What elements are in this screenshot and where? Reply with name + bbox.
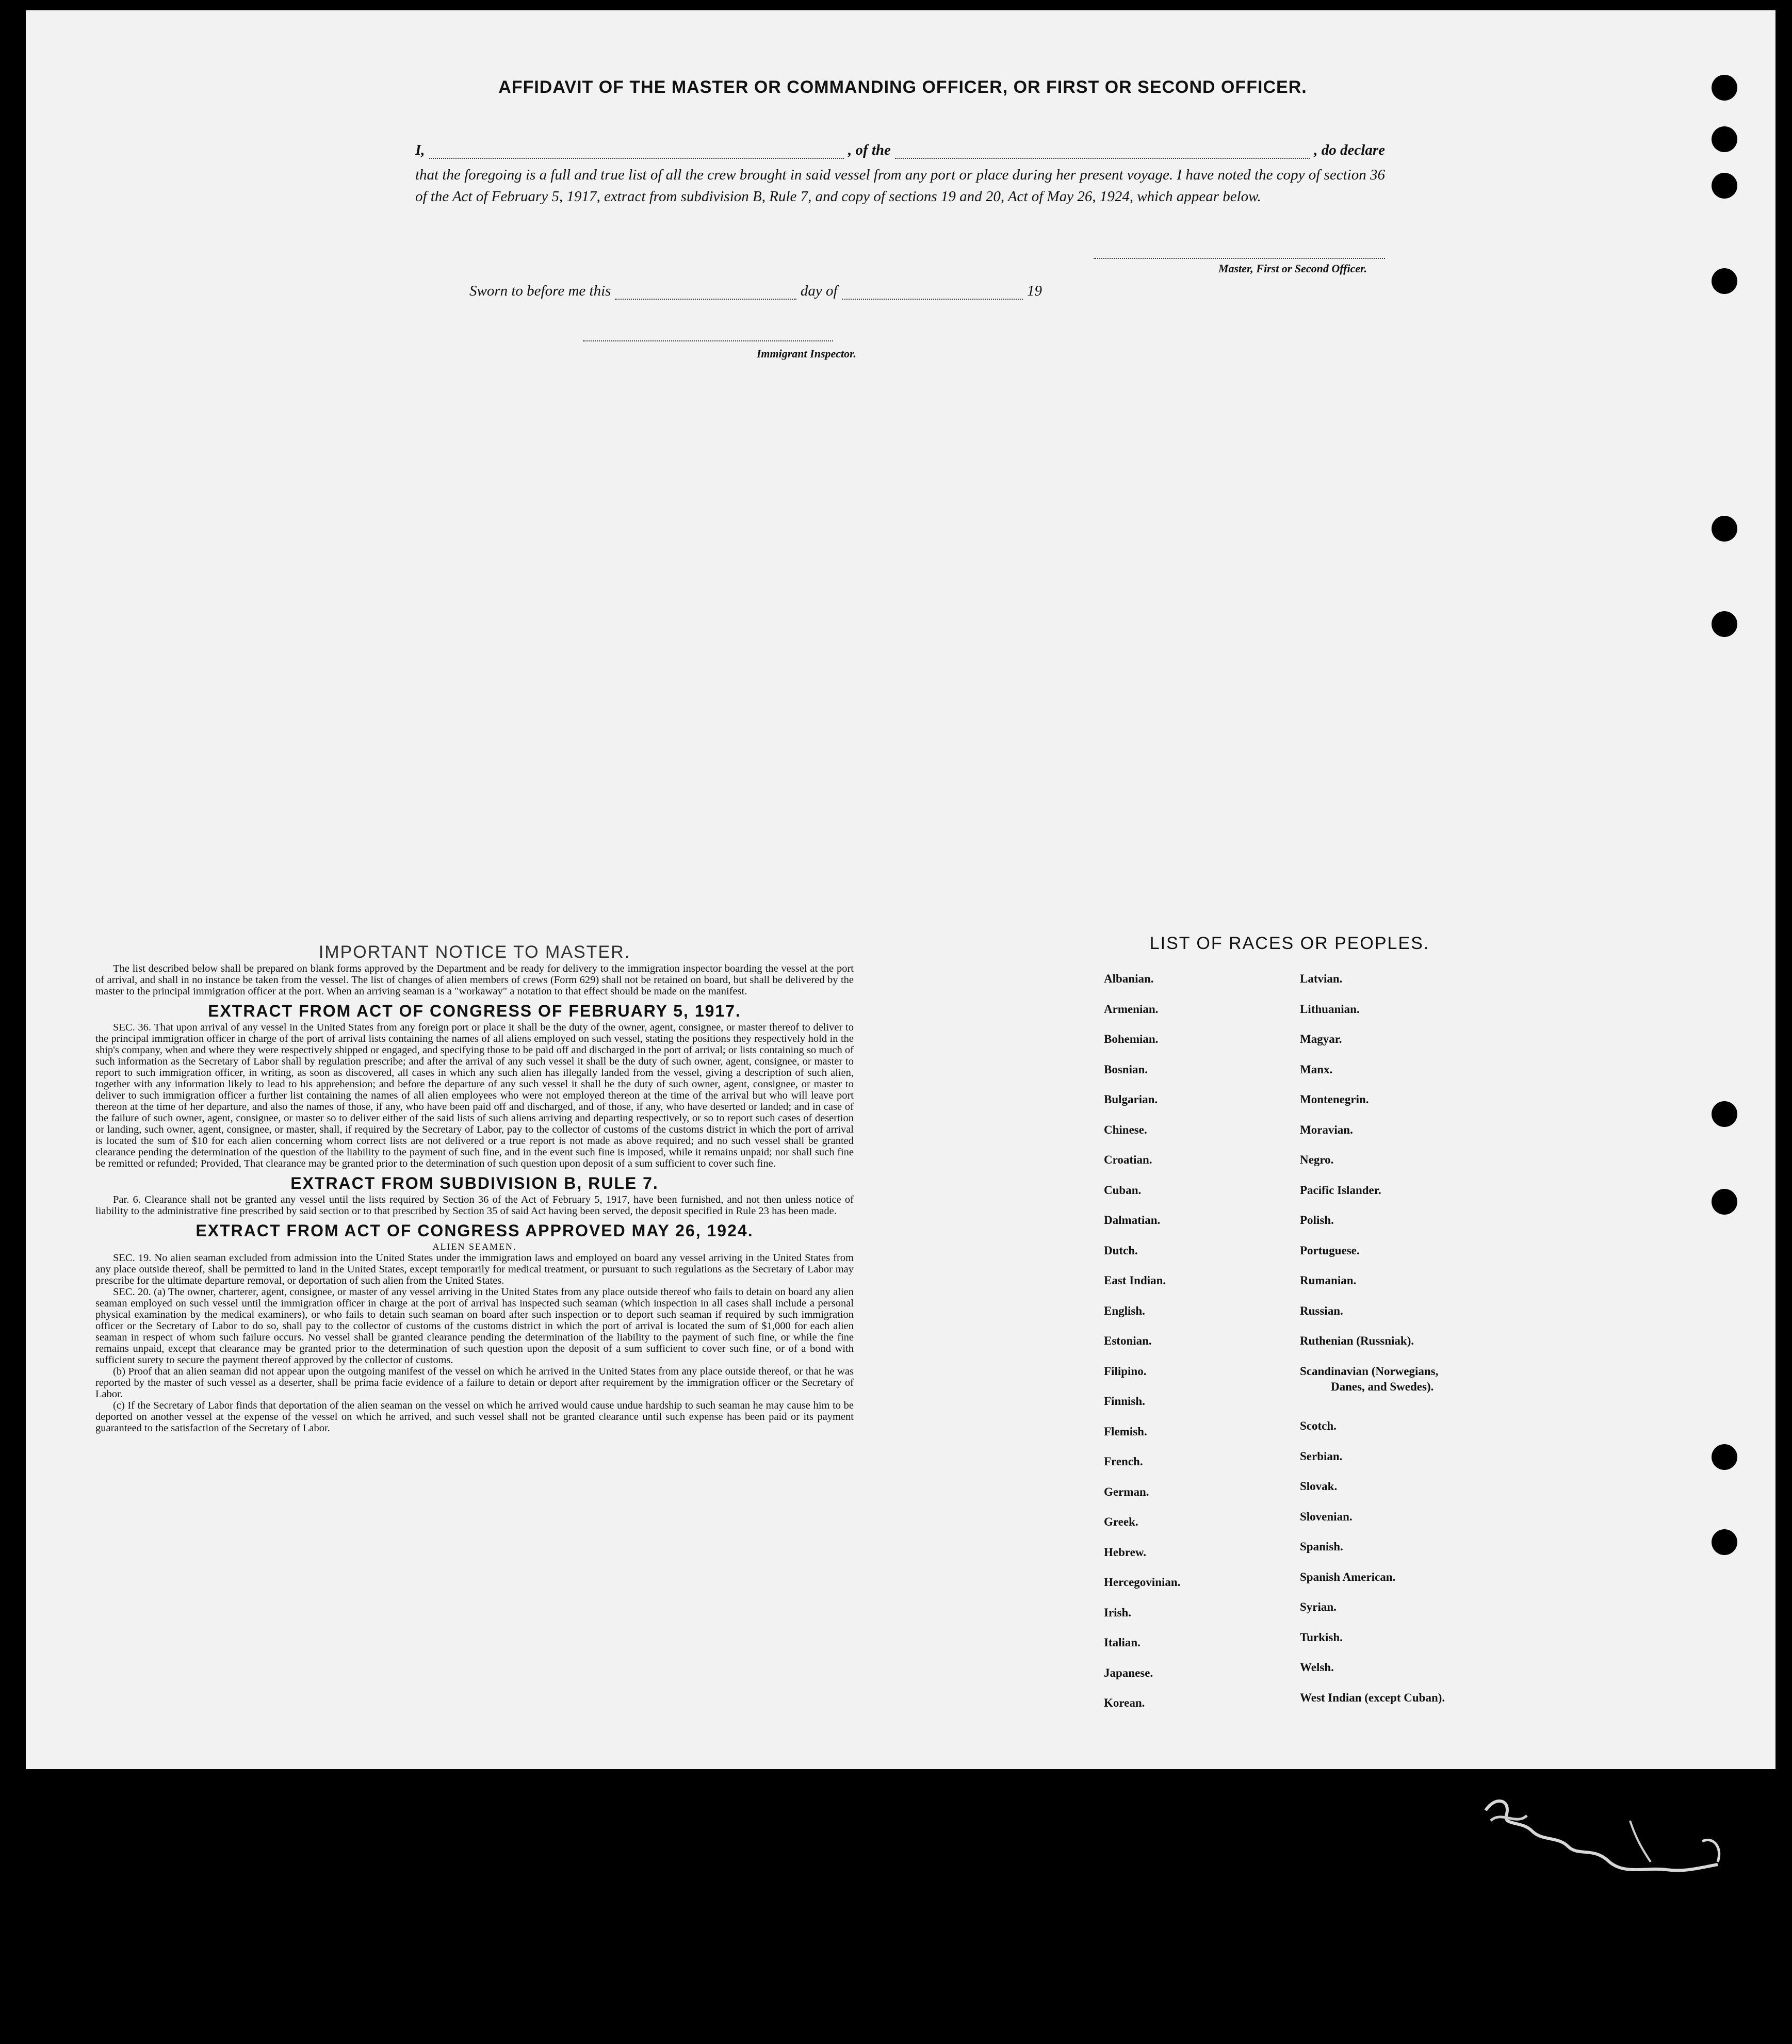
race-item: Latvian. — [1300, 972, 1343, 985]
race-item: Filipino. — [1104, 1364, 1147, 1378]
affidavit-i: I, — [415, 142, 425, 158]
race-item: Hercegovinian. — [1104, 1576, 1181, 1589]
race-item: Finnish. — [1104, 1395, 1145, 1408]
races-list-title: LIST OF RACES OR PEOPLES. — [1149, 934, 1430, 953]
binder-hole — [1712, 1529, 1737, 1555]
race-item: Montenegrin. — [1300, 1093, 1369, 1106]
race-item: Scandinavian (Norwegians, — [1300, 1364, 1439, 1378]
race-item: Lithuanian. — [1300, 1002, 1360, 1016]
section-20b-text: (b) Proof that an alien seaman did not appear upon the outgoing manifest of the vessel on which he arrived in the United States from any place outside thereof, or that he was reported by the master of such vessel as a deserter, shall be prima facie evidence of a failure to detain or deport after requirement by the immigration officer or the Secretary of Labor. — [95, 1366, 854, 1400]
race-item: Dutch. — [1104, 1244, 1138, 1257]
race-item: Magyar. — [1300, 1033, 1342, 1045]
section-20c-text: (c) If the Secretary of Labor finds that deportation of the alien seaman on the vessel on which he arrived would cause undue hardship to such seaman he may cause him to be deported on another vessel at the expense of the vessel on which he arrived, and such vessel shall not be granted clearance until such expense has been paid or its payment guaranteed to the satisfaction of the Secretary of Labor. — [95, 1400, 854, 1434]
binder-hole — [1712, 126, 1737, 152]
race-item: Welsh. — [1300, 1661, 1334, 1674]
extract-1924-title: EXTRACT FROM ACT OF CONGRESS APPROVED MAY 26, 1924. — [196, 1221, 754, 1240]
race-item: Slovenian. — [1300, 1510, 1353, 1523]
race-item: Portuguese. — [1300, 1244, 1360, 1257]
race-item: Chinese. — [1104, 1123, 1147, 1136]
race-item: East Indian. — [1104, 1274, 1166, 1287]
affidavit-title: AFFIDAVIT OF THE MASTER OR COMMANDING OFFICER, OR FIRST OR SECOND OFFICER. — [498, 77, 1307, 97]
race-item: Bohemian. — [1104, 1033, 1159, 1045]
race-item: French. — [1104, 1455, 1143, 1468]
important-notice — [95, 941, 854, 1434]
race-item: Dalmatian. — [1104, 1214, 1161, 1227]
sworn-mid: day of — [800, 283, 838, 299]
binder-hole — [1712, 1444, 1737, 1470]
race-item: English. — [1104, 1304, 1145, 1317]
inspector-signature-label: Immigrant Inspector. — [756, 347, 856, 360]
binder-hole — [1712, 173, 1737, 199]
extract-1917-title: EXTRACT FROM ACT OF CONGRESS OF FEBRUARY 5, 1917. — [208, 1002, 741, 1020]
section-19-text: SEC. 19. No alien seaman excluded from admission into the United States under the immigration laws and employed on board any vessel arriving in the United States from any place outside thereof, shall be permitted to land in the United States, except temporarily for medical treatment, or pursuant to such regulations as the Secretary of Labor may prescribe for the ultimate departure removal, or deportation of such alien from the United States. — [95, 1252, 854, 1286]
race-item: Manx. — [1300, 1062, 1333, 1076]
binder-hole — [1712, 516, 1737, 542]
race-item: Flemish. — [1104, 1425, 1147, 1438]
affidavit-declare: , do declare — [1314, 142, 1386, 158]
race-item: Korean. — [1104, 1696, 1145, 1709]
affidavit-body: that the foregoing is a full and true list of all the crew brought in said vessel from any port or place during her present voyage. I have noted the copy of section 36 of the Act of February 5, 1917, extract from subdivision B, Rule 7, and copy of sections 19 and 20, Act of May 26, 1924, which appear below. — [415, 167, 1385, 205]
race-item: Polish. — [1300, 1214, 1334, 1227]
race-item: Irish. — [1104, 1606, 1132, 1619]
race-item: Hebrew. — [1104, 1545, 1146, 1559]
binder-hole — [1712, 75, 1737, 101]
race-item: Scotch. — [1300, 1419, 1337, 1432]
handwritten-mark — [1475, 1790, 1744, 1888]
section-36-text: SEC. 36. That upon arrival of any vessel in the United States from any foreign port or place it shall be the duty of the owner, agent, consignee, or master thereof to deliver to the principal immigration officer in charge of the port of arrival lists containing the names of all aliens employed on such vessel, stating the positions they respectively hold in the ship's company, when and where they were respectively shipped or engaged, and specifying those to be paid off and discharged in the port of arrival; or lists containing so much of such information as the Secretary of Labor shall by regulation prescribe; and after the arrival of any such vessel it shall be the duty of such owner, agent, consignee, or master to report to such immigration officer, in writing, as soon as discovered, all cases in which any such alien has illegally landed from the vessel, giving a description of such alien, together with any information likely to lead to his apprehension; and before the departure of any such vessel it shall be the duty of such owner, agent, consignee, or master to deliver to such immigration officer a further list containing the names of all alien employees who were not employed thereon at the time of the arrival but who will leave port thereon at the time of her departure, and also the names of those, if any, who have been paid off and discharged, and of those, if any, who have deserted or landed; and in case of the failure of such owner, agent, consignee, or master so to deliver either of the said lists of such aliens arriving and departing respectively, or so to report such cases of desertion or landing, such owner, agent, consignee, or master, shall, if required by the Secretary of Labor, pay to the collector of customs of the customs district in which the port of arrival is located the sum of $10 for each alien concerning whom correct lists are not delivered or a true report is not made as above required; and no such vessel shall be granted clearance pending the determination of the question of the liability to the payment of such fine, and in the event such fine is imposed, while it remains unpaid; nor shall such fine be remitted or refunded; Provided, That clearance may be granted prior to the determination of such question upon deposit of a sum sufficient to cover such fine. — [95, 1022, 854, 1169]
race-item: Spanish American. — [1300, 1570, 1396, 1583]
race-item: Italian. — [1104, 1636, 1141, 1649]
sworn-month-blank[interactable] — [842, 287, 1023, 300]
vessel-blank[interactable] — [895, 146, 1310, 159]
race-item: Russian. — [1300, 1304, 1343, 1317]
extract-rule-7-title: EXTRACT FROM SUBDIVISION B, RULE 7. — [290, 1174, 659, 1192]
notice-intro: The list described below shall be prepared on blank forms approved by the Department and be ready for delivery to the immigration inspector boarding the vessel at the port of arrival, and shall in no instance be taken from the vessel. The list of changes of alien members of crews (Form 629) shall not be retained on board, but shall be delivered by the master to the principal immigration officer at the port. When an arriving seaman is a "workaway" a notation to that effect should be made on the manifest. — [95, 963, 854, 997]
notice-title: IMPORTANT NOTICE TO MASTER. — [318, 942, 631, 962]
race-item: Danes, and Swedes). — [1331, 1380, 1434, 1393]
section-20a-text: SEC. 20. (a) The owner, charterer, agent, consignee, or master of any vessel arriving in the United States from any place outside thereof who fails to detain on board any alien seaman employed on such vessel until the immigration officer in charge at the port of arrival has inspected such seaman (which inspection in all cases shall include a personal physical examination by the medical examiners), or who fails to detain such seaman on board after such inspection or to deport such seaman if required by such immigration officer or the Secretary of Labor to do so, shall pay to the collector of customs of the customs district in which the port of arrival is located the sum of $1,000 for each alien seaman in respect of whom such failure occurs. No vessel shall be granted clearance pending the determination of the liability to the payment of such fine, or while the fine remains unpaid, except that clearance may be granted prior to the determination of such question upon the deposit of a sum sufficient to cover such fine, or of a bond with sufficient surety to secure the payment thereof approved by the collector of customs. — [95, 1286, 854, 1366]
sworn-day-blank[interactable] — [615, 287, 796, 300]
race-item: West Indian (except Cuban). — [1300, 1691, 1445, 1704]
sworn-line — [469, 283, 1042, 300]
sworn-end: 19 — [1027, 283, 1042, 299]
race-item: Serbian. — [1300, 1449, 1343, 1463]
inspector-signature-line[interactable] — [583, 340, 833, 341]
race-item: Ruthenian (Russniak). — [1300, 1334, 1414, 1347]
race-item: Cuban. — [1104, 1183, 1142, 1197]
master-signature-line[interactable] — [1094, 258, 1385, 259]
binder-hole — [1712, 611, 1737, 637]
race-item: Slovak. — [1300, 1480, 1338, 1493]
binder-hole — [1712, 268, 1737, 294]
binder-hole — [1712, 1101, 1737, 1127]
affidavit-declaration-line — [415, 142, 1385, 159]
race-item: Negro. — [1300, 1153, 1334, 1166]
race-item: Bulgarian. — [1104, 1093, 1158, 1106]
race-item: Moravian. — [1300, 1123, 1353, 1136]
affidavit-of-the: , of the — [848, 142, 891, 158]
race-item: Croatian. — [1104, 1153, 1152, 1166]
sworn-start: Sworn to before me this — [469, 283, 611, 299]
race-item: Rumanian. — [1300, 1274, 1357, 1287]
master-signature-label: Master, First or Second Officer. — [1218, 262, 1367, 275]
race-item: Bosnian. — [1104, 1062, 1148, 1076]
document-page — [26, 10, 1775, 1769]
race-item: Estonian. — [1104, 1334, 1152, 1347]
paragraph-6-text: Par. 6. Clearance shall not be granted any vessel until the lists required by Section 36 of the Act of February 5, 1917, have been furnished, and not then unless notice of liability to the administrative fine prescribed by said section or to that prescribed by Section 35 of said Act having been served, the deposit specified in Rule 23 has been made. — [95, 1194, 854, 1217]
race-item: Armenian. — [1104, 1002, 1159, 1016]
race-item: Spanish. — [1300, 1540, 1343, 1553]
alien-seamen-heading: ALIEN SEAMEN. — [432, 1241, 517, 1252]
race-item: German. — [1104, 1485, 1149, 1498]
race-item: Greek. — [1104, 1515, 1138, 1528]
binder-hole — [1712, 1189, 1737, 1215]
race-item: Syrian. — [1300, 1600, 1337, 1613]
race-item: Pacific Islander. — [1300, 1183, 1381, 1197]
race-item: Albanian. — [1104, 972, 1154, 985]
race-item: Japanese. — [1104, 1666, 1153, 1679]
race-item: Turkish. — [1300, 1630, 1343, 1644]
name-blank[interactable] — [429, 146, 844, 159]
